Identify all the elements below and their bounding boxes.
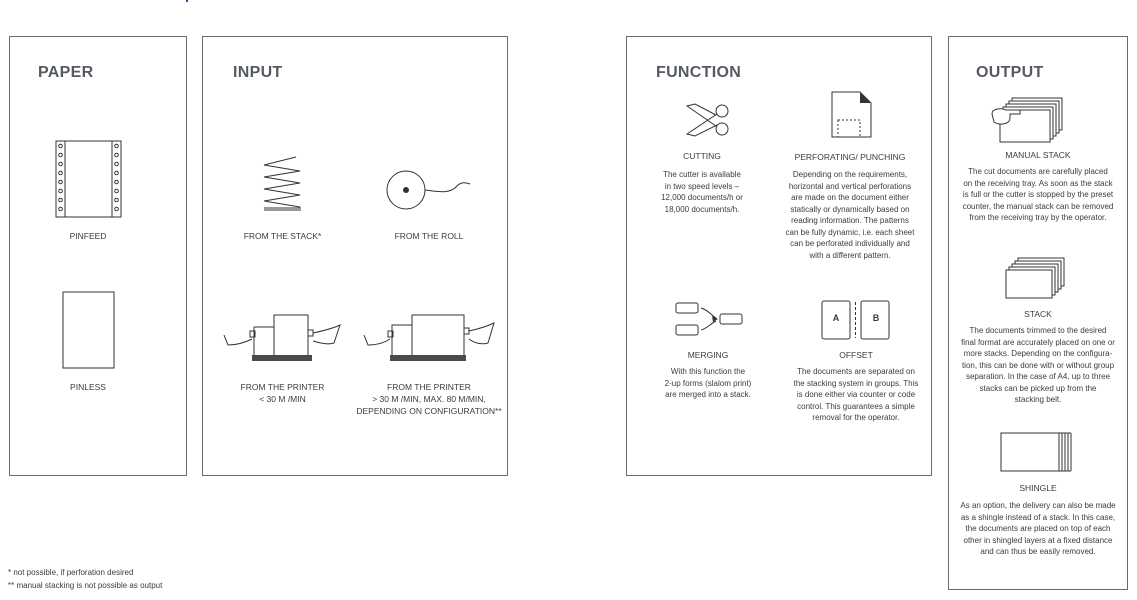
function-title: FUNCTION [656,64,742,81]
shingle-label: SHINGLE [1019,483,1057,493]
cutting-label: CUTTING [683,151,721,161]
pinless-paper-icon [62,291,116,371]
pinfeed-paper-icon [54,140,124,220]
zigzag-stack-icon [260,155,306,213]
manual-stack-label: MANUAL STACK [1005,150,1071,160]
offset-letter-a: A [832,313,840,323]
output-title: OUTPUT [976,64,1044,81]
footnote-manual-stacking: ** manual stacking is not possible as output [8,581,163,590]
pinfeed-label: PINFEED [69,231,107,241]
input-title: INPUT [233,64,283,81]
merging-desc: With this function the 2-up forms (slalom print) are merged into a stack. [664,367,752,399]
manual-stack-desc: The cut documents are carefully placed on the receiving tray. As soon as the stack is full or the cutter is stopped by the preset counter, the manual stack can be removed from the receiving tray by the operator. [962,167,1114,222]
printer-small-icon [222,313,344,363]
manual-stack-icon [990,96,1070,144]
from-the-roll-label: FROM THE ROLL [394,231,464,241]
offset-icon [821,300,891,342]
from-printer-fast-label: FROM THE PRINTER > 30 M /MIN, MAX. 80 M/MIN, DEPENDING ON CONFIGURATION** [356,382,502,416]
from-printer-slow-label: FROM THE PRINTER < 30 M /MIN [240,382,325,404]
shingle-desc: As an option, the delivery can also be made as a shingle instead of a stack. In this case, the documents are placed on top of each other in shingled layers at a fixed distance and can thus be easily removed. [960,501,1116,556]
pinless-label: PINLESS [70,382,106,392]
printer-large-icon [362,313,498,363]
paper-title: PAPER [38,64,94,81]
merging-icon [674,300,744,340]
stack-desc: The documents trimmed to the desired final format are accurately placed on one or more stacks. Depending on the configura- tion, this can be done with or without group separation. In the case of A4, up to three stacks can be picked up from the stacking belt. [961,326,1115,404]
paper-panel [9,36,187,476]
shingle-icon [1000,431,1078,473]
offset-desc: The documents are separated on the stacking system in groups. This is done either via counter or code control. This guarantees a simple removal for the operator. [793,367,919,422]
paper-roll-icon [385,168,475,214]
perforating-desc: Depending on the requirements, horizontal and vertical perforations are made on the document either statically or dynamically based on reading information. The patterns can be fully dynamic, i.e. each sheet can be perforated individually and with a different pattern. [785,170,915,260]
from-the-stack-label: FROM THE STACK* [243,231,322,241]
stack-icon [1004,256,1066,300]
stack-label: STACK [1024,309,1052,319]
perforated-document-icon [830,90,874,140]
offset-letter-b: B [872,313,880,323]
stray-dot [186,0,188,2]
cutting-desc: The cutter is available in two speed levels – 12,000 documents/h or 18,000 documents/h. [661,170,743,214]
merging-label: MERGING [687,350,729,360]
perforating-label: PERFORATING/ PUNCHING [794,152,906,162]
footnote-stack: * not possible, if perforation desired [8,568,134,577]
scissors-icon [683,100,733,140]
offset-label: OFFSET [839,350,873,360]
